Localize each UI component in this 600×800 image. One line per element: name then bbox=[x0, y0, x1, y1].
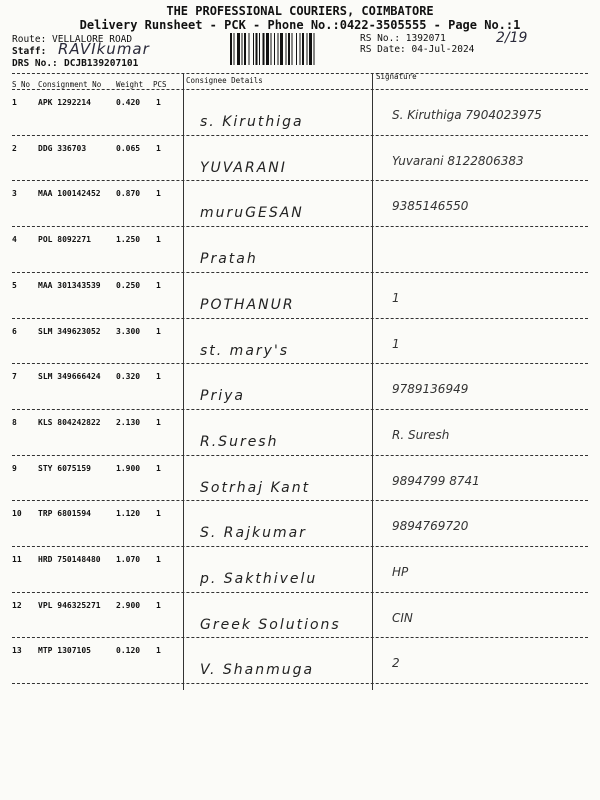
row-divider bbox=[12, 683, 588, 684]
row-weight: 0.250 bbox=[116, 280, 141, 290]
row-sno: 10 bbox=[12, 509, 22, 519]
row-consignment-no: POL 8092271 bbox=[38, 235, 91, 245]
rs-number: RS No.: 1392071 bbox=[360, 33, 446, 44]
row-weight: 1.120 bbox=[116, 509, 141, 519]
row-weight: 0.870 bbox=[116, 189, 141, 199]
row-consignee-name: Greek Solutions bbox=[200, 616, 341, 633]
row-consignment-no: APK 1292214 bbox=[38, 98, 91, 107]
runsheet-subtitle: Delivery Runsheet - PCK - Phone No.:0422-3505555 - Page No.:1 bbox=[79, 18, 521, 32]
row-pcs: 1 bbox=[156, 189, 161, 199]
row-consignment-no: HRD 750148480 bbox=[38, 555, 101, 564]
row-sno: 1 bbox=[12, 98, 17, 107]
row-consignee-name: R.Suresh bbox=[200, 433, 279, 450]
row-consignee-name: st. mary's bbox=[200, 342, 290, 359]
row-signature: 1 bbox=[392, 290, 400, 305]
row-weight: 0.065 bbox=[116, 143, 141, 153]
row-signature: 9385146550 bbox=[392, 199, 469, 214]
col-sno: S No bbox=[12, 80, 31, 89]
row-sno: 5 bbox=[12, 280, 17, 290]
row-divider bbox=[12, 180, 588, 181]
row-pcs: 1 bbox=[156, 98, 161, 107]
row-consignment-no: TRP 6801594 bbox=[38, 509, 91, 519]
row-weight: 1.250 bbox=[116, 235, 141, 245]
row-signature: 9894799 8741 bbox=[392, 473, 480, 488]
row-signature: CIN bbox=[392, 610, 413, 625]
rs-date: RS Date: 04-Jul-2024 bbox=[360, 44, 475, 55]
row-pcs: 1 bbox=[156, 143, 161, 153]
col-weight: Weight bbox=[116, 80, 144, 89]
row-divider bbox=[12, 226, 588, 227]
col-pcs: PCS bbox=[153, 80, 167, 89]
row-consignment-no: MTP 1307105 bbox=[38, 646, 91, 656]
row-pcs: 1 bbox=[156, 555, 161, 564]
row-consignee-name: Sotrhaj Kant bbox=[200, 479, 311, 496]
row-weight: 2.900 bbox=[116, 600, 141, 610]
row-signature: 9894769720 bbox=[392, 519, 469, 534]
row-pcs: 1 bbox=[156, 509, 161, 519]
row-consignment-no: DDG 336703 bbox=[38, 143, 87, 153]
row-consignee-name: p. Sakthivelu bbox=[200, 571, 318, 587]
col-consignee: Consignee Details bbox=[186, 76, 263, 85]
row-sno: 11 bbox=[12, 555, 22, 564]
row-pcs: 1 bbox=[156, 417, 161, 427]
consignee-column-divider bbox=[183, 74, 184, 690]
row-divider bbox=[12, 592, 588, 593]
row-weight: 1.070 bbox=[116, 555, 141, 564]
row-weight: 0.420 bbox=[116, 98, 141, 107]
company-title: THE PROFESSIONAL COURIERS, COIMBATORE bbox=[166, 4, 434, 18]
row-consignee-name: YUVARANI bbox=[200, 159, 287, 176]
row-sno: 3 bbox=[12, 189, 17, 199]
row-consignment-no: VPL 946325271 bbox=[38, 600, 101, 610]
handwritten-note: 2/19 bbox=[496, 30, 528, 46]
col-signature: Signature bbox=[376, 72, 417, 81]
row-signature: 2 bbox=[392, 656, 400, 671]
row-consignee-name: Priya bbox=[200, 388, 245, 405]
row-pcs: 1 bbox=[156, 646, 161, 656]
row-divider bbox=[12, 363, 588, 364]
barcode bbox=[228, 33, 352, 65]
row-weight: 3.300 bbox=[116, 326, 141, 336]
row-consignment-no: KLS 804242822 bbox=[38, 417, 101, 427]
row-consignee-name: V. Shanmuga bbox=[200, 662, 315, 679]
row-consignment-no: SLM 349666424 bbox=[38, 372, 101, 382]
row-consignment-no: MAA 100142452 bbox=[38, 189, 101, 199]
route-line: Route: VELLALORE ROAD bbox=[12, 34, 133, 45]
row-weight: 2.130 bbox=[116, 417, 141, 427]
row-consignment-no: MAA 301343539 bbox=[38, 280, 101, 290]
row-pcs: 1 bbox=[156, 326, 161, 336]
row-pcs: 1 bbox=[156, 280, 161, 290]
row-divider bbox=[12, 546, 588, 547]
row-pcs: 1 bbox=[156, 372, 161, 382]
row-divider bbox=[12, 409, 588, 410]
row-weight: 1.900 bbox=[116, 463, 141, 473]
row-divider bbox=[12, 500, 588, 501]
row-divider bbox=[12, 455, 588, 456]
row-pcs: 1 bbox=[156, 235, 161, 245]
row-signature: 1 bbox=[392, 336, 400, 351]
row-consignee-name: s. Kiruthiga bbox=[200, 114, 304, 130]
row-divider bbox=[12, 318, 588, 319]
row-divider bbox=[12, 637, 588, 638]
row-pcs: 1 bbox=[156, 463, 161, 473]
staff-label: Staff: bbox=[12, 46, 47, 57]
staff-name: RAVIkumar bbox=[58, 40, 150, 58]
drs-number: DCJB139207101 bbox=[64, 58, 139, 69]
row-consignee-name: S. Rajkumar bbox=[200, 525, 307, 542]
row-sno: 13 bbox=[12, 646, 22, 656]
row-consignment-no: STY 6075159 bbox=[38, 463, 91, 473]
row-sno: 7 bbox=[12, 372, 17, 382]
row-sno: 2 bbox=[12, 143, 17, 153]
row-consignee-name: POTHANUR bbox=[200, 296, 295, 313]
row-weight: 0.120 bbox=[116, 646, 141, 656]
header-bottom-rule bbox=[12, 89, 588, 90]
row-signature: HP bbox=[392, 565, 409, 579]
row-sno: 6 bbox=[12, 326, 17, 336]
row-sno: 8 bbox=[12, 417, 17, 427]
row-sno: 12 bbox=[12, 600, 22, 610]
drs-label: DRS No.: bbox=[12, 58, 58, 69]
row-consignee-name: muruGESAN bbox=[200, 205, 304, 222]
row-weight: 0.320 bbox=[116, 372, 141, 382]
row-signature: Yuvarani 8122806383 bbox=[392, 153, 524, 168]
row-pcs: 1 bbox=[156, 600, 161, 610]
row-sno: 4 bbox=[12, 235, 17, 245]
row-divider bbox=[12, 135, 588, 136]
col-consignment: Consignment No bbox=[38, 80, 102, 89]
row-sno: 9 bbox=[12, 463, 17, 473]
row-divider bbox=[12, 272, 588, 273]
header-top-rule bbox=[12, 73, 588, 74]
signature-column-divider bbox=[372, 74, 373, 690]
row-signature: R. Suresh bbox=[392, 427, 450, 442]
row-consignment-no: SLM 349623052 bbox=[38, 326, 101, 336]
row-consignee-name: Pratah bbox=[200, 251, 258, 268]
row-signature: 9789136949 bbox=[392, 382, 469, 397]
row-signature: S. Kiruthiga 7904023975 bbox=[392, 108, 542, 122]
